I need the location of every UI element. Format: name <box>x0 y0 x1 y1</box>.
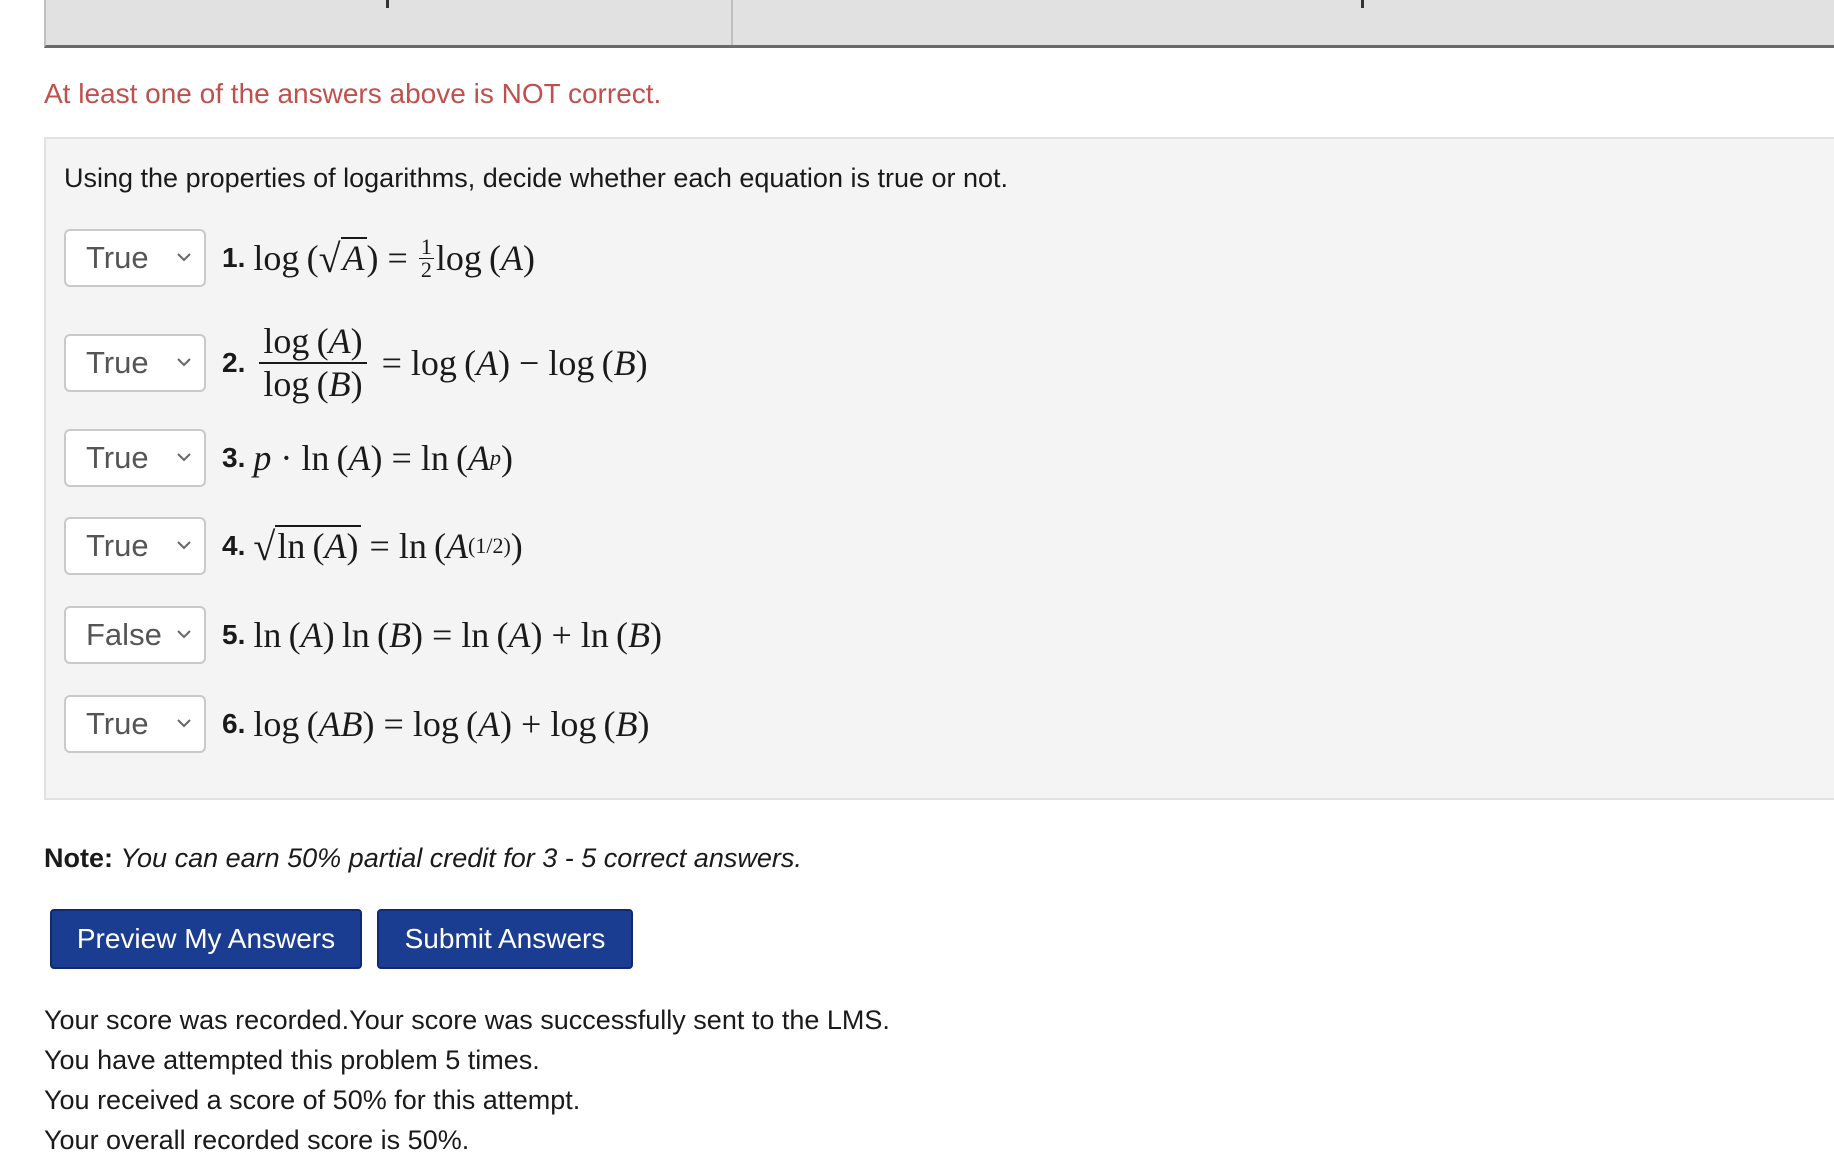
results-cell-text-fragment <box>386 0 389 8</box>
status-line-attempts: You have attempted this problem 5 times. <box>44 1045 540 1075</box>
chevron-down-icon <box>174 713 194 733</box>
answer-select-value: True <box>86 528 149 563</box>
answer-select-value: True <box>86 440 149 475</box>
chevron-down-icon <box>174 447 194 467</box>
chevron-down-icon <box>174 624 194 644</box>
equation-4: √ ln (A) = ln ( A (1/2) ) <box>253 523 523 569</box>
answer-select-value: True <box>86 345 149 380</box>
results-cell-preview <box>733 0 1834 45</box>
answer-select-value: True <box>86 240 149 275</box>
answer-select-value: True <box>86 706 149 741</box>
note-label: Note: <box>44 843 113 873</box>
question-number: 6. <box>222 708 246 739</box>
chevron-down-icon <box>174 247 194 267</box>
problem-prompt: Using the properties of logarithms, decide whether each equation is true or not. <box>64 163 1009 193</box>
answer-select-1[interactable] <box>64 229 206 287</box>
question-row-3 <box>64 427 513 489</box>
equation-3: p · ln ( A ) = ln ( A p ) <box>253 438 514 478</box>
partial-credit-note <box>44 843 802 874</box>
question-number: 3. <box>222 442 246 473</box>
note-text: You can earn 50% partial credit for 3 - 5 correct answers. <box>120 843 802 873</box>
preview-answers-button[interactable]: Preview My Answers <box>50 909 362 969</box>
question-row-2 <box>64 313 648 413</box>
chevron-down-icon <box>174 535 194 555</box>
answer-select-5[interactable] <box>64 606 206 664</box>
question-number: 1. <box>222 242 246 273</box>
problem-panel <box>44 137 1834 800</box>
incorrect-answer-alert: At least one of the answers above is NOT correct. <box>44 78 662 109</box>
answer-select-3[interactable] <box>64 429 206 487</box>
question-number: 5. <box>222 619 246 650</box>
results-cell-entered <box>46 0 733 45</box>
equation-2: $\frac{\log (A)}{\log (B)}$ = log ( A ) − log ( B ) <box>253 321 647 406</box>
equation-5: ln ( A ) ln ( B ) = ln ( A ) + ln ( B ) <box>253 615 662 655</box>
answer-select-6[interactable] <box>64 695 206 753</box>
question-row-1 <box>64 227 535 289</box>
score-status <box>44 1000 890 1160</box>
equation-1: log ( √ A ) = $\frac{1}{2}$ log ( A ) <box>253 233 536 282</box>
answer-select-4[interactable] <box>64 517 206 575</box>
question-row-6 <box>64 693 650 755</box>
status-line-attempt-score: You received a score of 50% for this attempt. <box>44 1085 581 1115</box>
question-number: 4. <box>222 530 246 561</box>
submit-answers-button[interactable]: Submit Answers <box>377 909 633 969</box>
equation-6: log ( AB ) = log ( A ) + log ( B ) <box>253 704 650 744</box>
question-row-5 <box>64 604 662 666</box>
results-cell-text-fragment <box>1361 0 1364 8</box>
status-line-recorded: Your score was recorded.Your score was successfully sent to the LMS. <box>44 1005 890 1035</box>
answer-select-value: False <box>86 617 162 652</box>
status-line-overall-score: Your overall recorded score is 50%. <box>44 1125 470 1155</box>
results-table <box>44 0 1834 48</box>
question-number: 2. <box>222 347 246 378</box>
chevron-down-icon <box>174 352 194 372</box>
question-row-4 <box>64 515 523 577</box>
answer-select-2[interactable] <box>64 334 206 392</box>
